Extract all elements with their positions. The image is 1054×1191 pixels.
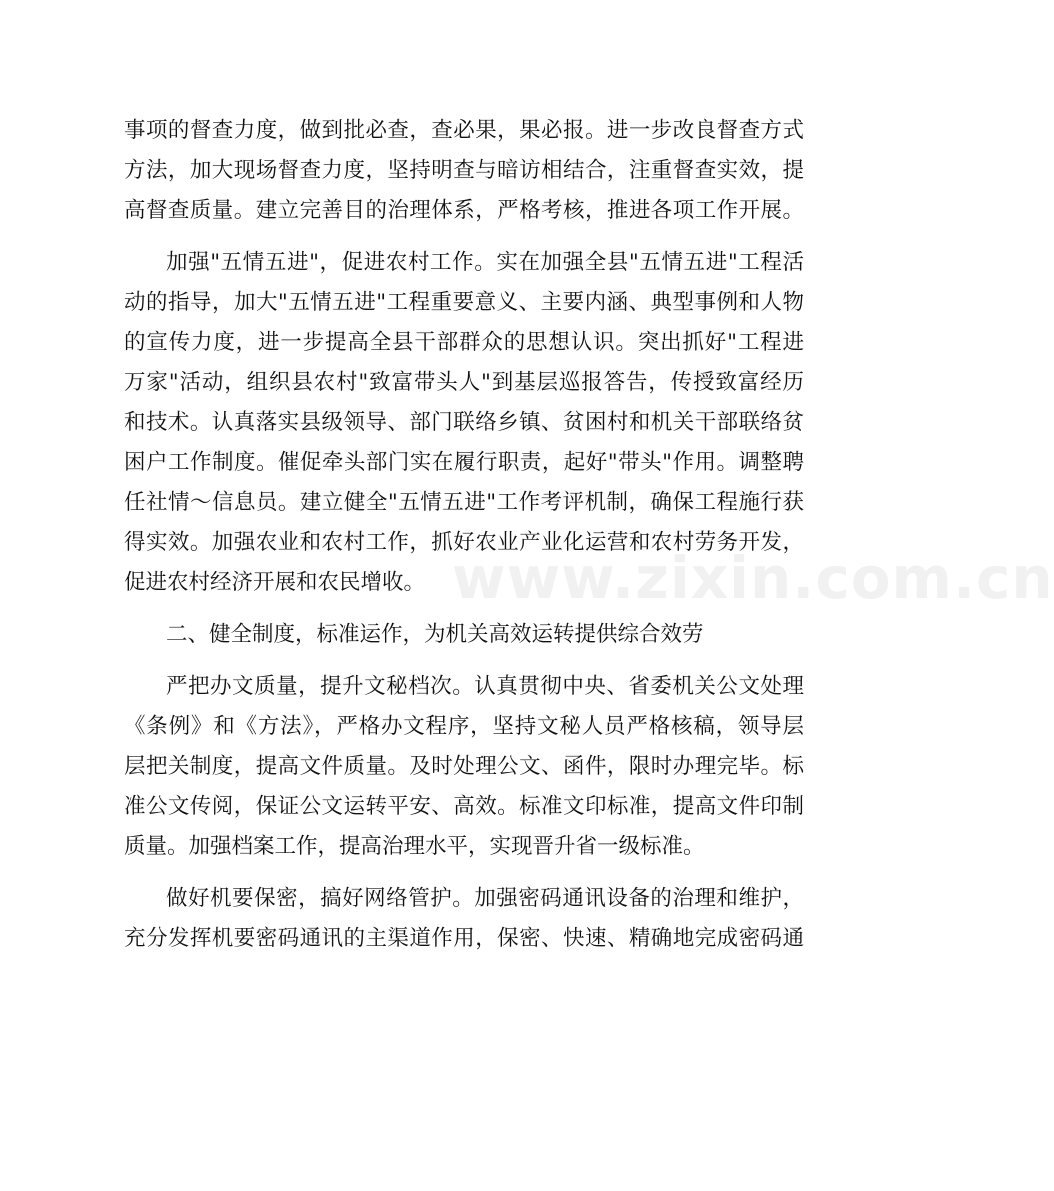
paragraph-confidentiality	[124, 879, 804, 959]
paragraph-line: 和技术。认真落实县级领导、部门联络乡镇、贫困村和机关干部联络贫	[124, 410, 804, 435]
paragraph-line: 困户工作制度。催促牵头部门实在履行职责，起好"带头"作用。调整聘	[124, 450, 804, 475]
paragraph-five-emotions	[124, 243, 804, 603]
section-heading-line: 二、健全制度，标准运作，为机关高效运转提供综合效劳	[166, 622, 704, 647]
paragraph-line: 严把办文质量，提升文秘档次。认真贯彻中央、省委机关公文处理	[166, 674, 804, 699]
paragraph-line: 事项的督查力度，做到批必查，查必果，果必报。进一步改良督查方式	[124, 118, 804, 143]
paragraph-line: 层把关制度，提高文件质量。及时处理公文、函件，限时办理完毕。标	[124, 754, 804, 779]
paragraph-line: 促进农村经济开展和农民增收。	[124, 570, 426, 595]
paragraph-line: 做好机要保密，搞好网络管护。加强密码通讯设备的治理和维护，	[166, 886, 804, 911]
paragraph-line: 万家"活动，组织县农村"致富带头人"到基层巡报答告，传授致富经历	[124, 370, 804, 395]
paragraph-line: 《条例》和《方法》，严格办文程序，坚持文秘人员严格核稿，领导层	[124, 714, 804, 739]
paragraph-line: 高督查质量。建立完善目的治理体系，严格考核，推进各项工作开展。	[124, 198, 804, 223]
paragraph-line: 得实效。加强农业和农村工作，抓好农业产业化运营和农村劳务开发，	[124, 530, 804, 555]
paragraph-line: 动的指导，加大"五情五进"工程重要意义、主要内涵、典型事例和人物	[124, 290, 804, 315]
paragraph-line: 充分发挥机要密码通讯的主渠道作用，保密、快速、精确地完成密码通	[124, 926, 804, 951]
paragraph-document-quality	[124, 667, 804, 867]
section-heading	[124, 615, 804, 655]
paragraph-line: 加强"五情五进"，促进农村工作。实在加强全县"五情五进"工程活	[166, 250, 804, 275]
paragraph-supervision	[124, 111, 804, 231]
paragraph-line: 任社情～信息员。建立健全"五情五进"工作考评机制，确保工程施行获	[124, 490, 804, 515]
paragraph-line: 方法，加大现场督查力度，坚持明查与暗访相结合，注重督查实效，提	[124, 158, 804, 183]
paragraph-line: 质量。加强档案工作，提高治理水平，实现晋升省一级标准。	[124, 834, 705, 859]
paragraph-line: 的宣传力度，进一步提高全县干部群众的思想认识。突出抓好"工程进	[124, 330, 804, 355]
watermark: www.zixin.com.cn	[452, 544, 1054, 612]
document-body	[124, 111, 804, 959]
paragraph-line: 准公文传阅，保证公文运转平安、高效。标准文印标准，提高文件印制	[124, 794, 804, 819]
